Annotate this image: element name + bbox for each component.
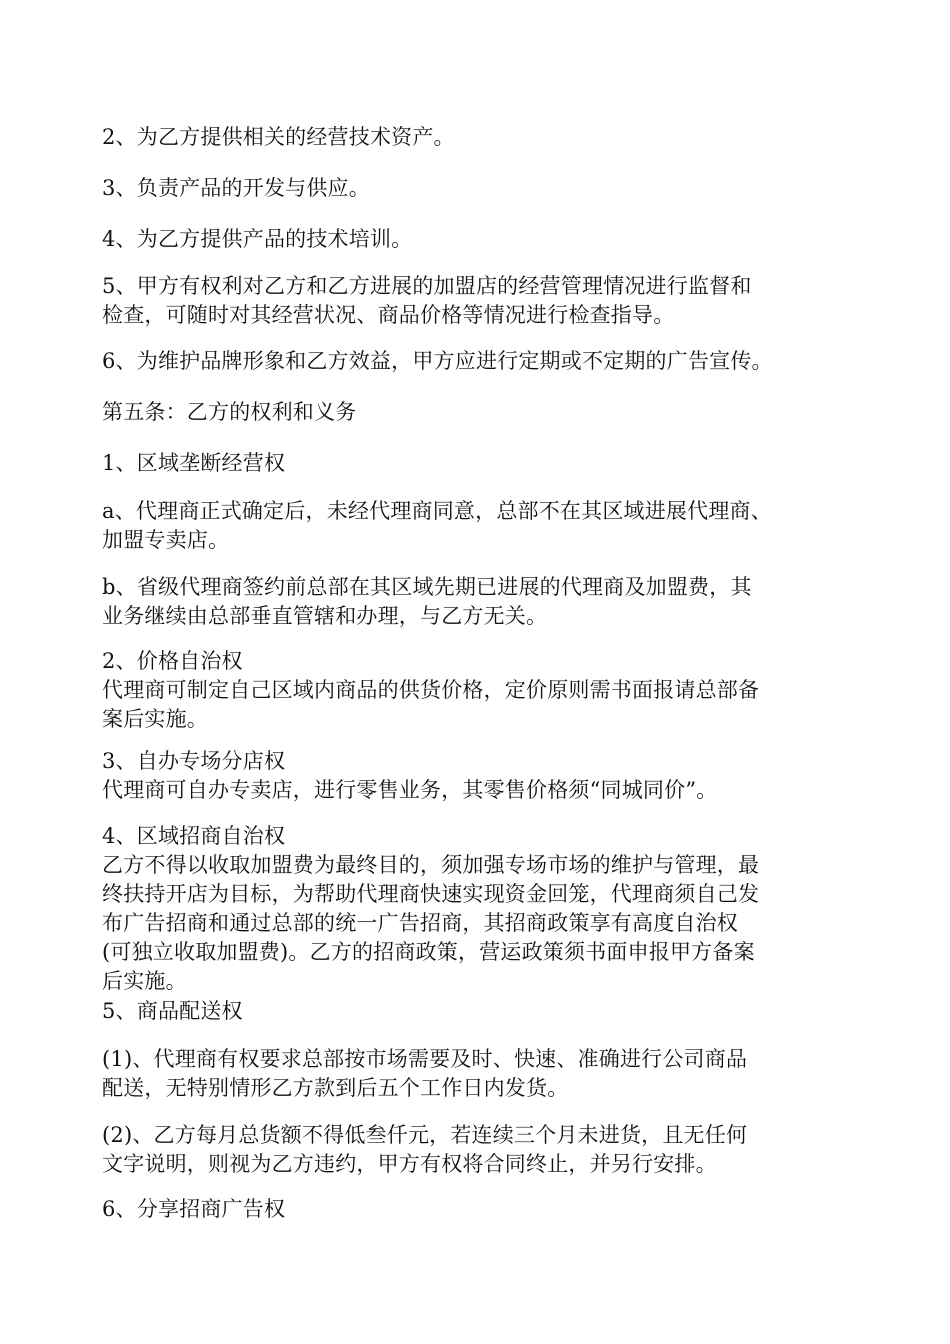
text-line: 布广告招商和通过总部的统一广告招商，其招商政策享有高度自治权 [102, 911, 738, 935]
text-line: 3、自办专场分店权 [102, 749, 286, 773]
paragraph-item-b [102, 573, 872, 631]
paragraph-item-2 [102, 123, 872, 152]
section-heading-article-5 [102, 398, 872, 427]
paragraph-item-3 [102, 174, 872, 203]
text-line: a、代理商正式确定后，未经代理商同意，总部不在其区域进展代理商、 [102, 499, 772, 523]
text-line: 配送，无特别情形乙方款到后五个工作日内发货。 [102, 1076, 569, 1100]
text-line: 4、区域招商自治权 [102, 824, 286, 848]
text-line: 3、负责产品的开发与供应。 [102, 176, 370, 200]
subheading-regional-monopoly [102, 449, 872, 478]
paragraph-regional-recruitment [102, 822, 872, 996]
paragraph-own-store [102, 747, 872, 805]
paragraph-item-5 [102, 272, 872, 330]
text-line: 代理商可制定自己区域内商品的供货价格，定价原则需书面报请总部备 [102, 678, 760, 702]
text-line: 后实施。 [102, 969, 187, 993]
text-line: (1)、代理商有权要求总部按市场需要及时、快速、准确进行公司商品 [102, 1047, 748, 1071]
text-line: 4、为乙方提供产品的技术培训。 [102, 227, 413, 251]
paragraph-item-2-monthly [102, 1121, 872, 1179]
text-line: 文字说明，则视为乙方违约，甲方有权将合同终止，并另行安排。 [102, 1152, 717, 1176]
text-line: 6、分享招商广告权 [102, 1197, 286, 1221]
text-line: (2)、乙方每月总货额不得低叁仟元，若连续三个月未进货，且无任何 [102, 1123, 748, 1147]
text-line: 案后实施。 [102, 707, 208, 731]
paragraph-item-1-delivery [102, 1045, 872, 1103]
text-line: 2、价格自治权 [102, 649, 243, 673]
text-line: 乙方不得以收取加盟费为最终目的，须加强专场市场的维护与管理，最 [102, 853, 760, 877]
text-line: 5、甲方有权利对乙方和乙方进展的加盟店的经营管理情况进行监督和 [102, 274, 752, 298]
text-line: 终扶持开店为目标，为帮助代理商快速实现资金回笼，代理商须自己发 [102, 882, 760, 906]
text-line: 业务继续由总部垂直管辖和办理，与乙方无关。 [102, 604, 548, 628]
text-line: 1、区域垄断经营权 [102, 451, 286, 475]
text-line: 检查，可随时对其经营状况、商品价格等情况进行检查指导。 [102, 303, 675, 327]
paragraph-price-autonomy [102, 647, 872, 734]
text-line: b、省级代理商签约前总部在其区域先期已进展的代理商及加盟费，其 [102, 575, 752, 599]
text-line: 5、商品配送权 [102, 999, 243, 1023]
subheading-delivery-right [102, 997, 872, 1026]
subheading-shared-advertising [102, 1195, 872, 1224]
paragraph-item-a [102, 497, 872, 555]
text-line: 2、为乙方提供相关的经营技术资产。 [102, 125, 455, 149]
text-line: 第五条：乙方的权利和义务 [102, 400, 357, 424]
text-line: 加盟专卖店。 [102, 528, 230, 552]
paragraph-item-6 [102, 347, 872, 376]
paragraph-item-4 [102, 225, 872, 254]
text-line: (可独立收取加盟费)。乙方的招商政策，营运政策须书面申报甲方备案 [102, 940, 755, 964]
text-line: 6、为维护品牌形象和乙方效益，甲方应进行定期或不定期的广告宣传。 [102, 349, 773, 373]
text-line: 代理商可自办专卖店，进行零售业务，其零售价格须“同城同价”。 [102, 778, 718, 802]
